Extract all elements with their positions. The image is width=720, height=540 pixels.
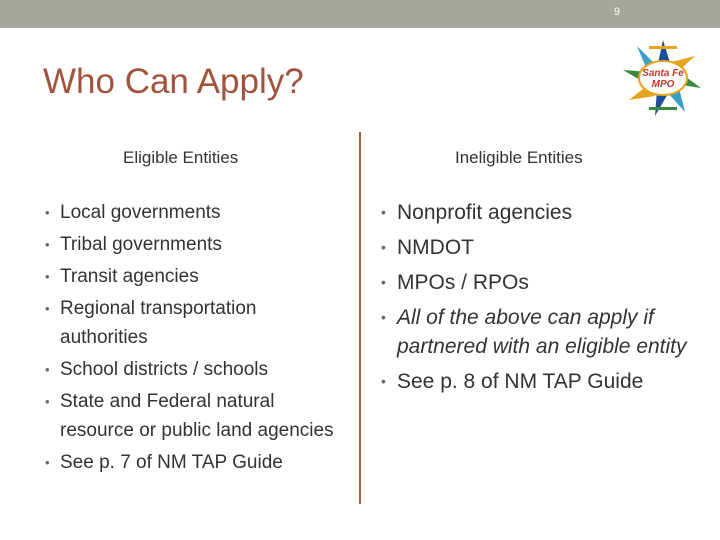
column-divider bbox=[359, 132, 361, 504]
ineligible-list bbox=[381, 198, 711, 402]
list-item: • NMDOT bbox=[381, 233, 711, 262]
list-item: • Local governments bbox=[45, 198, 345, 227]
bullet-icon: • bbox=[45, 362, 50, 377]
eligible-list bbox=[45, 198, 345, 480]
slide-title: Who Can Apply? bbox=[43, 62, 304, 101]
list-item: • See p. 8 of NM TAP Guide bbox=[381, 367, 711, 396]
list-item: • See p. 7 of NM TAP Guide bbox=[45, 448, 345, 477]
bullet-icon: • bbox=[381, 239, 386, 255]
list-item: • All of the above can apply if partnered with an eligible entity bbox=[381, 303, 711, 361]
santa-fe-mpo-logo bbox=[613, 36, 713, 120]
list-item: • Tribal governments bbox=[45, 230, 345, 259]
logo-text-line2: MPO bbox=[651, 79, 675, 90]
bullet-icon: • bbox=[45, 269, 50, 284]
list-item: • Nonprofit agencies bbox=[381, 198, 711, 227]
bullet-icon: • bbox=[381, 309, 386, 325]
top-bar bbox=[0, 0, 720, 28]
bullet-icon: • bbox=[381, 274, 386, 290]
bullet-icon: • bbox=[45, 205, 50, 220]
slide-number: 9 bbox=[613, 6, 620, 18]
bullet-icon: • bbox=[381, 204, 386, 220]
ineligible-heading: Ineligible Entities bbox=[455, 148, 583, 167]
list-item: • Regional transportation authorities bbox=[45, 294, 345, 352]
bullet-icon: • bbox=[45, 455, 50, 470]
bullet-icon: • bbox=[45, 237, 50, 252]
list-item: • State and Federal natural resource or public land agencies bbox=[45, 387, 345, 445]
eligible-heading: Eligible Entities bbox=[123, 148, 239, 167]
list-item: • MPOs / RPOs bbox=[381, 268, 711, 297]
logo-text-line1: Santa Fe bbox=[642, 68, 684, 79]
bullet-icon: • bbox=[45, 301, 50, 316]
list-item: • Transit agencies bbox=[45, 262, 345, 291]
list-item: • School districts / schools bbox=[45, 355, 345, 384]
bullet-icon: • bbox=[45, 394, 50, 409]
bullet-icon: • bbox=[381, 373, 386, 389]
